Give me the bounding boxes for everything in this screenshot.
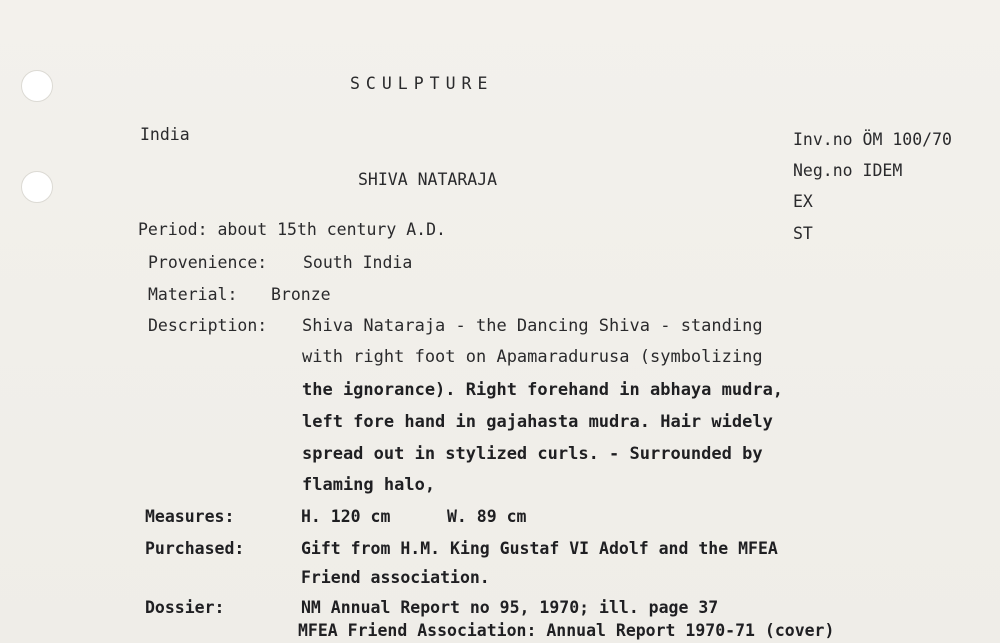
country: India [140, 125, 190, 144]
ex-code: EX [793, 192, 813, 211]
description-line: the ignorance). Right forehand in abhaya mudra, [302, 380, 784, 400]
inventory-number: Inv.no ÖM 100/70 [793, 130, 952, 149]
description-line: with right foot on Apamaradurusa (symbolizing [302, 347, 763, 367]
provenience-value: South India [303, 253, 413, 272]
dossier-label: Dossier: [145, 598, 225, 617]
description-line: flaming halo, [302, 475, 436, 495]
period: Period: about 15th century A.D. [138, 220, 446, 239]
description-line: spread out in stylized curls. - Surrounded by [302, 444, 763, 464]
object-title: SHIVA NATARAJA [358, 170, 498, 189]
description-line: Shiva Nataraja - the Dancing Shiva - standing [302, 316, 763, 336]
measures-height: H. 120 cm [301, 507, 391, 526]
description-line: left fore hand in gajahasta mudra. Hair widely [302, 412, 773, 432]
material-label: Material: [148, 285, 238, 304]
purchased-line: Friend association. [301, 568, 490, 587]
purchased-label: Purchased: [145, 539, 245, 558]
punch-hole-bottom [21, 171, 53, 203]
measures-width: W. 89 cm [447, 507, 527, 526]
description-label: Description: [148, 316, 268, 335]
card-heading: SCULPTURE [350, 74, 494, 93]
material-value: Bronze [271, 285, 331, 304]
dossier-line: NM Annual Report no 95, 1970; ill. page 37 [301, 598, 719, 617]
dossier-line: MFEA Friend Association: Annual Report 1970-71 (cover) [298, 621, 835, 640]
st-code: ST [793, 224, 813, 243]
punch-hole-top [21, 70, 53, 102]
provenience-label: Provenience: [148, 253, 268, 272]
purchased-line: Gift from H.M. King Gustaf VI Adolf and the MFEA [301, 539, 778, 558]
negative-number: Neg.no IDEM [793, 161, 903, 180]
measures-label: Measures: [145, 507, 235, 526]
